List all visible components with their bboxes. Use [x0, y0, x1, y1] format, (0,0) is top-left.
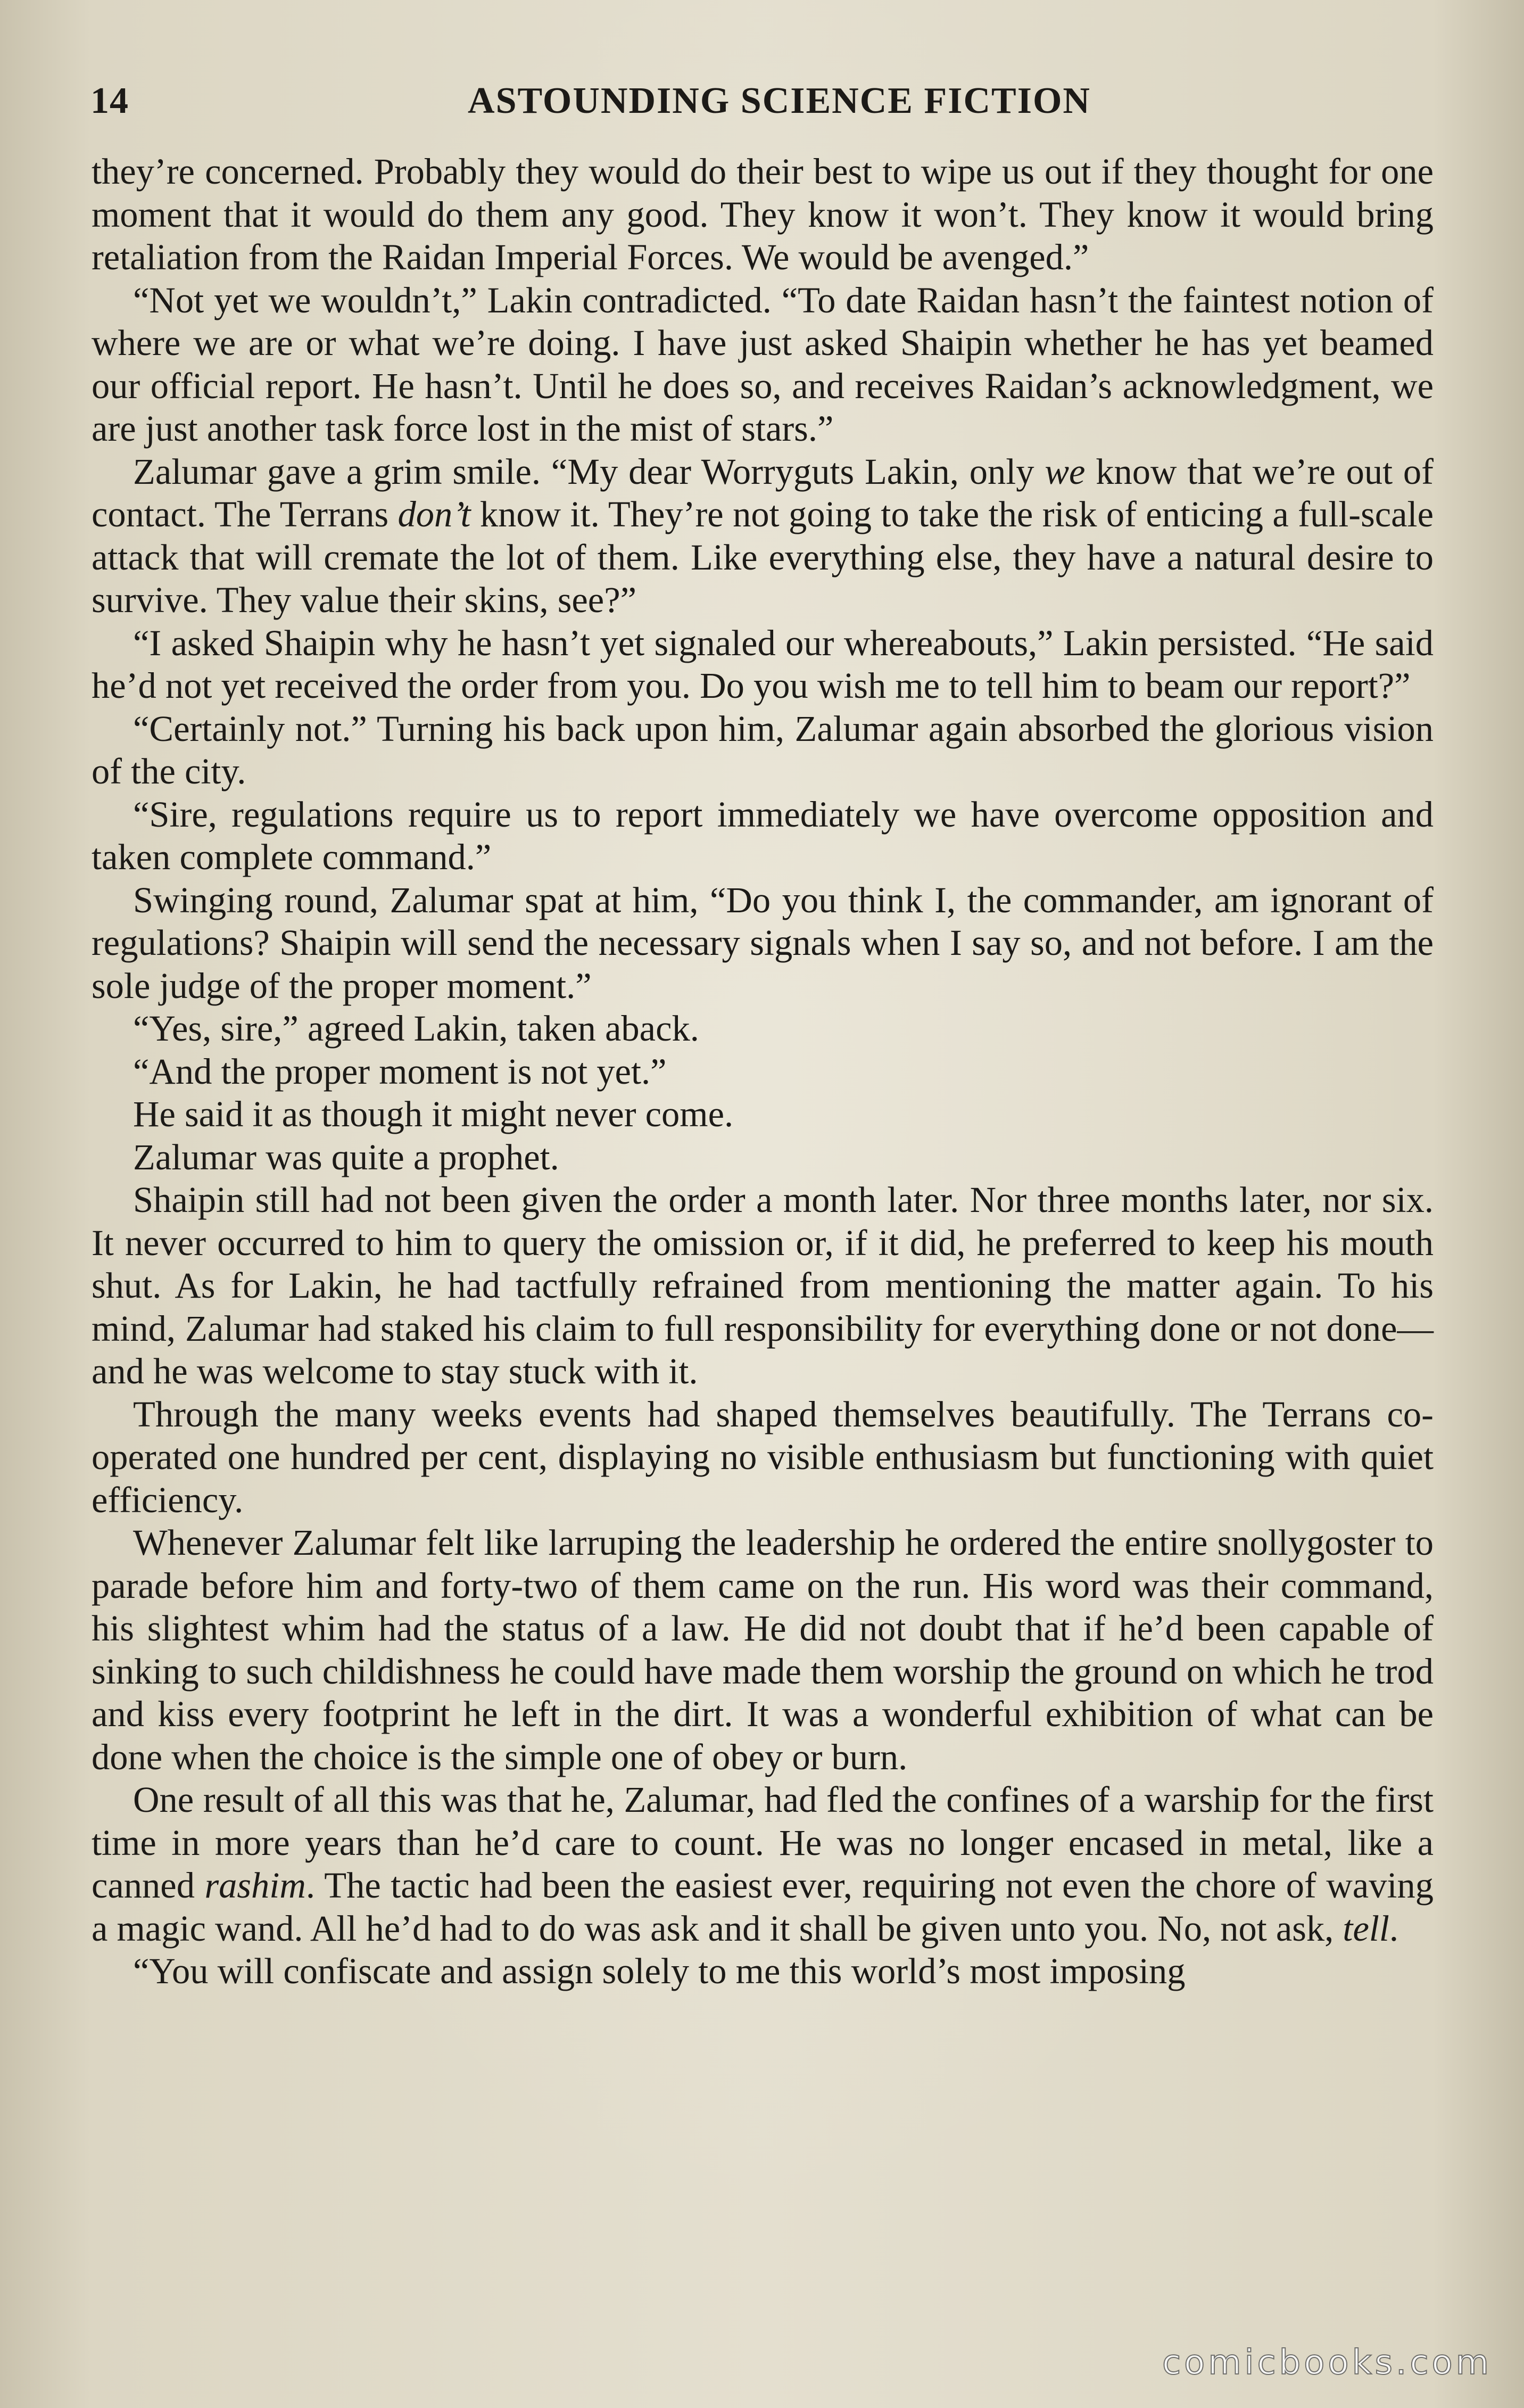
- running-title: ASTOUNDING SCIENCE FICTION: [468, 80, 1091, 121]
- text-run: “Yes, sire,” agreed Lakin, taken aback.: [133, 1008, 699, 1049]
- text-run: “Not yet we wouldn’t,” Lakin contradicted. “To date Raidan hasn’t the faintest notion of where we are or what we’re doing. I have just asked Shaipin whether he has yet beamed our official report. He hasn’t. Until he does so, and receives Raidan’s acknowledgment, we are just another task force lost in the mist of stars.”: [92, 279, 1434, 449]
- paragraph: [92, 1050, 1434, 1093]
- paragraph: [92, 1093, 1434, 1136]
- text-run: Whenever Zalumar felt like larruping the leadership he ordered the entire snollygoster to parade before him and forty-two of them came on the run. His word was their command, his slightest whim had the status of a law. He did not doubt that if he’d been capable of sinking to such childishness he could have made them worship the ground on which he trod and kiss every footprint he left in the dirt. It was a wonderful exhibition of what can be done when the choice is the simple one of obey or burn.: [92, 1522, 1434, 1777]
- watermark: comicbooks.com: [1162, 2343, 1492, 2382]
- paragraph: [92, 1007, 1434, 1050]
- text-run: know that we’re out of contact. The Terrans: [92, 451, 1434, 534]
- paragraph: [92, 279, 1434, 450]
- text-run: “Sire, regulations require us to report immediately we have overcome opposition and taken complete command.”: [92, 794, 1434, 877]
- text-run: know it. They’re not going to take the risk of enticing a full-scale attack that will cremate the lot of them. Like everything else, they have a natural desire to survive. They value their skins, see?”: [92, 494, 1434, 620]
- paragraph: [92, 793, 1434, 879]
- paragraph: [92, 1521, 1434, 1778]
- text-run: . The tactic had been the easiest ever, requiring not even the chore of waving a magic wand. All he’d had to do was ask and it shall be given unto you. No, not ask,: [92, 1865, 1434, 1949]
- text-run: One result of all this was that he, Zalumar, had fled the confines of a warship for the first time in more years than he’d care to count. He was no longer encased in metal, like a canned: [92, 1779, 1434, 1906]
- text-run: Shaipin still had not been given the order a month later. Nor three months later, nor six. It never occurred to him to query the omission or, if it did, he preferred to keep his mouth shut. As for Lakin, he had tactfully refrained from mentioning the matter again. To his mind, Zalumar had staked his claim to full responsibility for everything done or not done—and he was welcome to stay stuck with it.: [92, 1180, 1434, 1391]
- paragraph: [92, 1136, 1434, 1179]
- text-run: Through the many weeks events had shaped themselves beautifully. The Terrans co-operated one hundred per cent, displaying no visible enthusiasm but functioning with quiet efficiency.: [92, 1393, 1434, 1520]
- text-run: they’re concerned. Probably they would do their best to wipe us out if they thought for one moment that it would do them any good. They know it won’t. They know it would bring retaliation from the Raidan Imperial Forces. We would be avenged.”: [92, 151, 1434, 277]
- paragraph: [92, 707, 1434, 793]
- text-run: Swinging round, Zalumar spat at him, “Do you think I, the commander, am ignorant of regulations? Shaipin will send the necessary signals when I say so, and not before. I am the sole judge of the proper moment.”: [92, 879, 1434, 1006]
- paragraph: [92, 1950, 1434, 1993]
- text-run: “Certainly not.” Turning his back upon him, Zalumar again absorbed the glorious vision of the city.: [92, 708, 1434, 791]
- italic-text: rashim: [204, 1865, 306, 1906]
- italic-text: tell: [1343, 1908, 1389, 1949]
- text-run: “And the proper moment is not yet.”: [133, 1051, 667, 1092]
- page-header: [90, 80, 1436, 128]
- paragraph: [92, 1393, 1434, 1522]
- text-run: Zalumar was quite a prophet.: [133, 1136, 559, 1177]
- text-run: “You will confiscate and assign solely to me this world’s most imposing: [133, 1951, 1186, 1991]
- body-text: [92, 150, 1434, 1993]
- paragraph: [92, 879, 1434, 1008]
- italic-text: don’t: [397, 494, 471, 534]
- paragraph: [92, 150, 1434, 279]
- paragraph: [92, 1778, 1434, 1950]
- page-number: 14: [90, 80, 129, 121]
- italic-text: we: [1045, 451, 1086, 492]
- text-run: He said it as though it might never come.: [133, 1094, 734, 1134]
- text-run: .: [1389, 1908, 1399, 1949]
- text-run: Zalumar gave a grim smile. “My dear Worryguts Lakin, only: [133, 451, 1045, 492]
- paragraph: [92, 622, 1434, 707]
- paragraph: [92, 1178, 1434, 1393]
- paragraph: [92, 450, 1434, 622]
- text-run: “I asked Shaipin why he hasn’t yet signaled our whereabouts,” Lakin persisted. “He said he’d not yet received the order from you. Do you wish me to tell him to beam our report?”: [92, 622, 1434, 706]
